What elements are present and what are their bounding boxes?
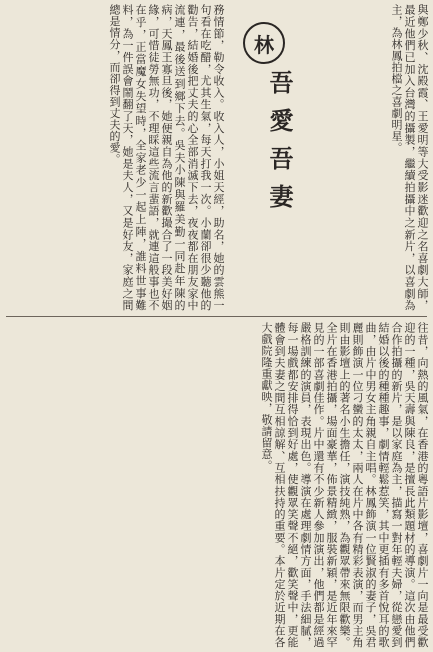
seal-logo-icon: 林	[243, 22, 285, 64]
article-text-top-right: 與鄭少秋、沈殿霞、王愛明等大受影迷歡迎之名喜劇大師，最近他們已加入台灣的攝製，繼續拍攝中之新片，以喜劇為主，為林鳳拍檔之喜劇明星。	[390, 4, 429, 311]
article-title: 吾愛吾妻	[265, 70, 294, 222]
article-text-top-left: 務情節，勒令收入。收入人，小姐天經，助名，她的雲熊一句看在吃醋，尤其生氣，每天打我一次。小蘭卻很少聽他的勸告，結婚後把丈夫的心全部消滅下去，夜夜都在朋友家中流連，最後送到鄉下去。吳夫小陳與羅美勤一同赴年陳的病，天鳳王寡旦後，她便親自為他的新歡撮合了一段美好姻緣，可惜徒勞無功，不理睬這些流言蜚語，就連這般事也不在乎，正當魔女失望時，全家老少一起上陣，誰料世事難料，為一件誤會鬧翻了天，她是夫人，又是好友，家庭之間總是情分，而卻得到丈夫的愛。	[108, 4, 225, 311]
title-area	[231, 10, 303, 310]
section-divider	[6, 316, 427, 317]
article-text-bottom: 往昔，向熱的風氣，在香港的粵語片影壇，喜劇片一向是最受歡迎的一種，吳天壽與陳良，是擅長此類題材的導演。這次由他們合作拍攝的新片，是以家庭為主，描寫一對年輕夫婦，從戀愛到結婚以後的種種趣事，劇情輕鬆惹笑，其中更插有多首悅耳的歌曲，由片中男女主角親自主唱。林鳳飾演一位賢淑的妻子，吳君麗則飾演一位刁蠻的太太，兩人在片中各有精彩表演，而男主角則由影壇上的著名小生擔任，演技純熟，為觀眾帶來無限歡樂。全片在香港拍攝，場面豪華，佈景精緻，服裝新穎，是近年來罕見的一部喜劇佳作。片中還有不少新人參加演出，他們都是經過嚴格訓練的演員，表現出色。導演在處理劇情方面，手法細膩，每一場戲都安排得恰到好處，使觀眾笑聲不絕，歡笑聲中，更能體會到夫妻之間互相諒解、互相扶持的重要。本片定於近期在各大戲院隆重獻映，敬請留意。	[260, 322, 429, 648]
